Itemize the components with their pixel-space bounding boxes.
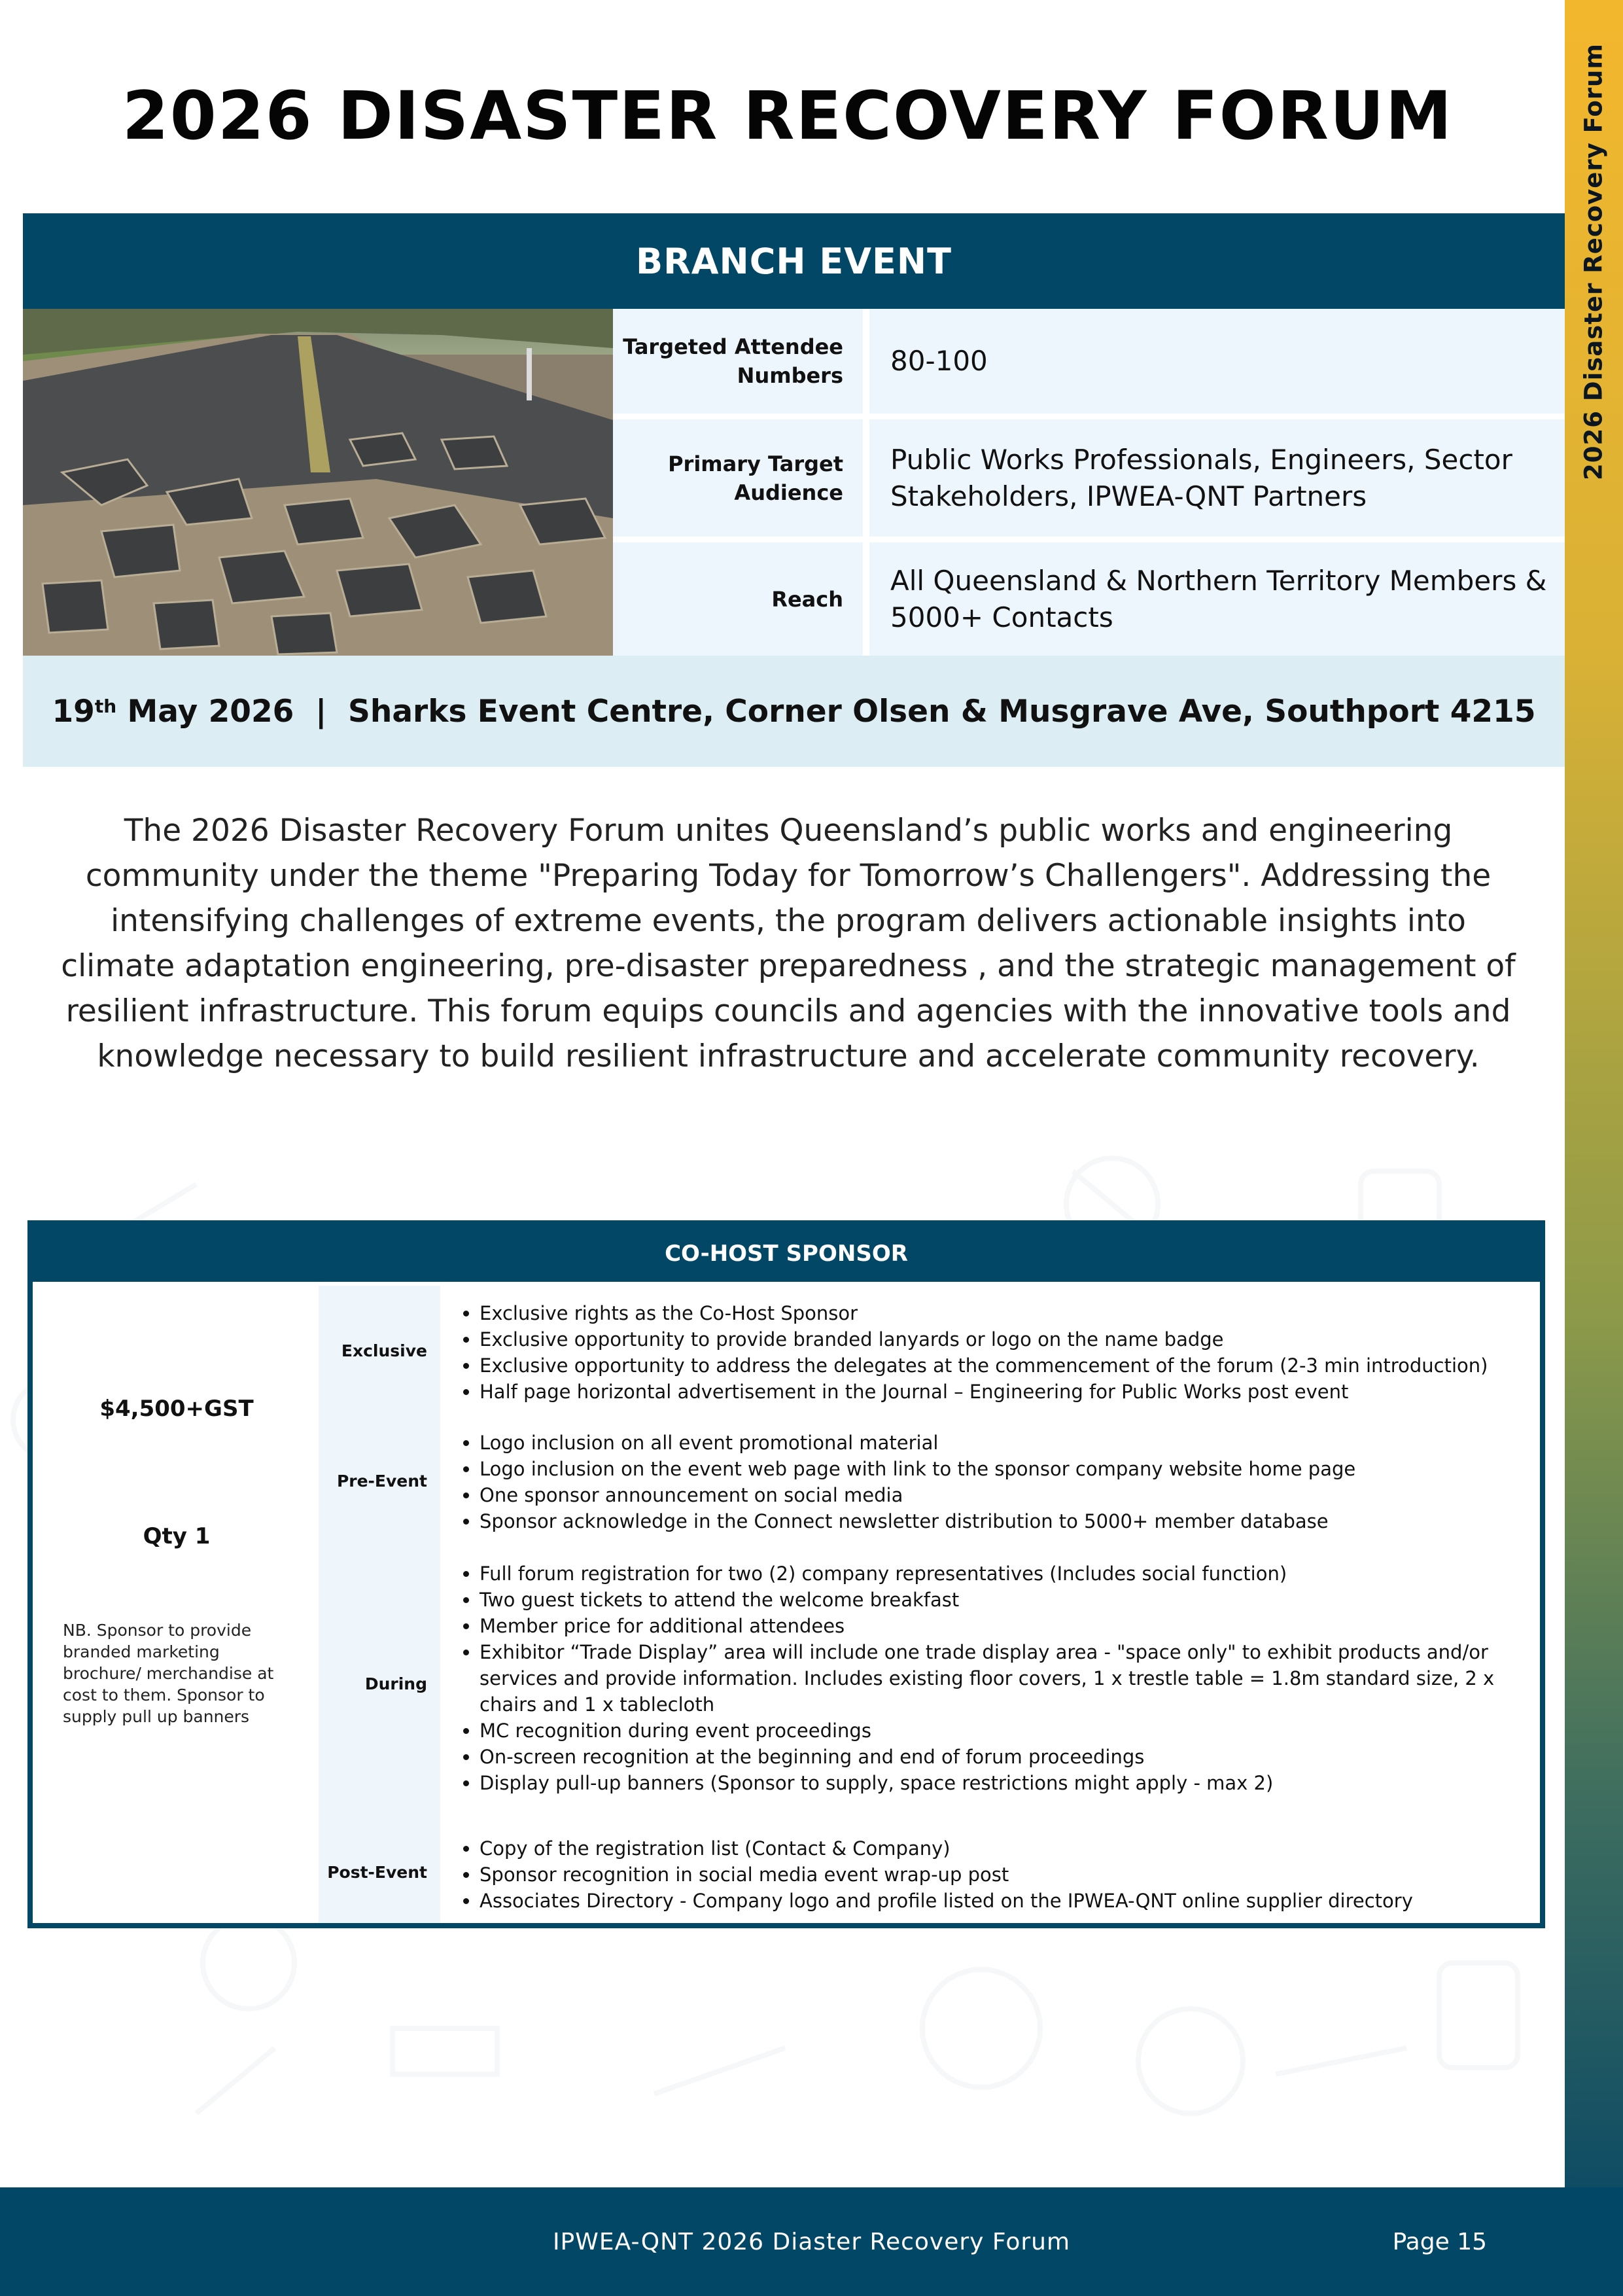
sponsor-note: NB. Sponsor to provide branded marketing brochure/ merchandise at cost to them. Sponsor to supply pull up banners — [63, 1621, 274, 1726]
list-item: • Exhibitor “Trade Display” area will include one trade display area - "space only" to exhibit products and/or services and provide information. Includes existing floor covers, 1 x trestle table = 1.8m standard size, 2 x chairs and 1 x tablecloth — [480, 1639, 1527, 1718]
attendee-numbers-label: Targeted Attendee Numbers — [623, 334, 843, 388]
list-item: • Sponsor acknowledge in the Connect newsletter distribution to 5000+ member database — [480, 1508, 1355, 1534]
section-during — [319, 1546, 1540, 1821]
list-item: • Sponsor recognition in social media event wrap-up post — [480, 1862, 1413, 1888]
side-vertical-title: 2026 Disaster Recovery Forum — [1579, 43, 1608, 480]
event-date-venue — [23, 656, 1565, 767]
list-item: • Half page horizontal advertisement in the Journal – Engineering for Public Works post event — [480, 1379, 1488, 1405]
section-label: Pre-Event — [319, 1415, 440, 1546]
event-date-rest: May 2026 | Sharks Event Centre, Corner Olsen & Musgrave Ave, Southport 4215 — [116, 693, 1536, 730]
list-item: • Logo inclusion on all event promotional material — [480, 1430, 1355, 1456]
list-item: • Display pull-up banners (Sponsor to supply, space restrictions might apply - max 2) — [480, 1770, 1527, 1796]
info-column-divider — [863, 309, 869, 656]
info-row-reach — [613, 542, 1565, 656]
list-item: • Full forum registration for two (2) company representatives (Includes social function) — [480, 1561, 1527, 1587]
section-label: During — [319, 1546, 440, 1821]
list-item: • Member price for additional attendees — [480, 1613, 1527, 1639]
page-title: 2026 DISASTER RECOVERY FORUM — [122, 77, 1454, 155]
page-number: Page 15 — [1392, 2228, 1487, 2255]
cohost-sponsor-table — [27, 1220, 1545, 1928]
sponsor-table-title: CO-HOST SPONSOR — [33, 1226, 1540, 1282]
list-item: • MC recognition during event proceedings — [480, 1718, 1527, 1744]
target-audience-value: Public Works Professionals, Engineers, Sector Stakeholders, IPWEA-QNT Partners — [890, 443, 1512, 512]
event-day-suffix: th — [94, 695, 117, 717]
info-row-attendees — [613, 309, 1565, 414]
footer-title: IPWEA-QNT 2026 Diaster Recovery Forum — [552, 2228, 1071, 2255]
list-item: • Two guest tickets to attend the welcome breakfast — [480, 1587, 1527, 1613]
list-item: • Exclusive opportunity to address the delegates at the commencement of the forum (2-3 min introduction) — [480, 1352, 1488, 1379]
info-row-audience — [613, 419, 1565, 537]
section-pre-event — [319, 1415, 1540, 1546]
section-post-event — [319, 1821, 1540, 1923]
list-item: • One sponsor announcement on social media — [480, 1482, 1355, 1508]
list-item: • Copy of the registration list (Contact & Company) — [480, 1835, 1413, 1862]
target-audience-label: Primary Target Audience — [668, 451, 843, 505]
sponsor-price: $4,500+GST — [99, 1396, 254, 1422]
list-item: • Associates Directory - Company logo and profile listed on the IPWEA-QNT online supplier directory — [480, 1888, 1413, 1914]
list-item: • Exclusive rights as the Co-Host Sponsor — [480, 1300, 1488, 1326]
list-item: • Logo inclusion on the event web page with link to the sponsor company website home page — [480, 1456, 1355, 1482]
section-items — [440, 1821, 1426, 1914]
section-exclusive — [319, 1286, 1540, 1415]
section-items — [440, 1286, 1501, 1405]
damaged-road-photo — [23, 309, 613, 656]
sponsor-qty: Qty 1 — [143, 1523, 211, 1549]
damaged-road-image — [23, 309, 613, 656]
branch-event-header: BRANCH EVENT — [23, 213, 1565, 309]
section-label: Exclusive — [319, 1286, 440, 1415]
event-day: 19 — [52, 693, 95, 730]
section-items — [440, 1546, 1540, 1796]
section-items — [440, 1415, 1369, 1534]
section-label: Post-Event — [319, 1821, 440, 1923]
intro-paragraph: The 2026 Disaster Recovery Forum unites Queensland’s public works and engineering community under the theme "Preparing Today for Tomorrow’s Challengers". Addressing the intensifying challenges of extreme events, the program delivers actionable insights into climate adaptation engineering, pre-disaster preparedness , and the strategic management of resilient infrastructure. This forum equips councils and agencies with the innovative tools and knowledge necessary to build resilient infrastructure and accelerate community recovery. — [61, 813, 1516, 1074]
reach-label: Reach — [771, 586, 843, 612]
list-item: • On-screen recognition at the beginning and end of forum proceedings — [480, 1744, 1527, 1770]
attendee-numbers-value: 80-100 — [890, 345, 988, 377]
list-item: • Exclusive opportunity to provide branded lanyards or logo on the name badge — [480, 1326, 1488, 1352]
page-footer — [0, 2187, 1623, 2296]
reach-value: All Queensland & Northern Territory Members & 5000+ Contacts — [890, 564, 1547, 633]
